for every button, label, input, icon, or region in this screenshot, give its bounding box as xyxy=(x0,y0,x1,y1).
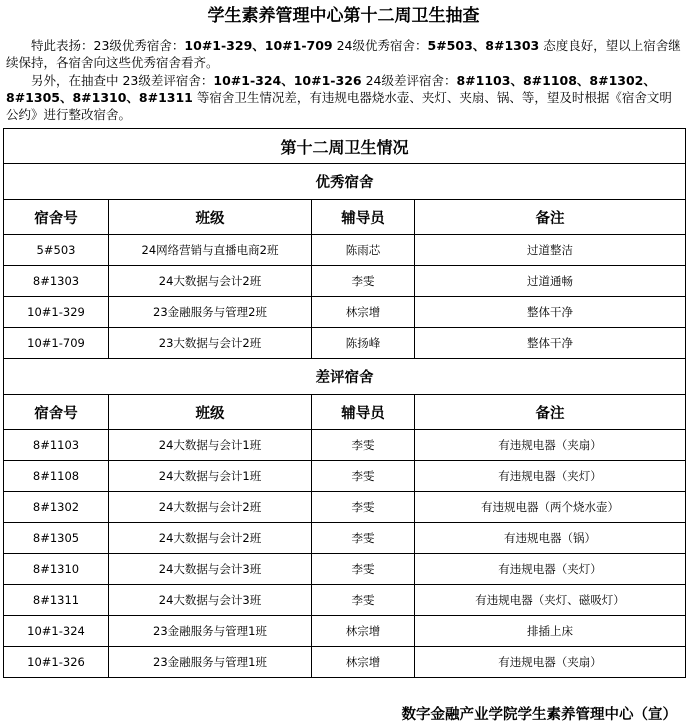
cell-note: 过道整洁 xyxy=(415,235,686,266)
cell-class: 24网络营销与直播电商2班 xyxy=(109,235,312,266)
praise-intro: 特此表扬：23级优秀宿舍： xyxy=(31,38,185,53)
table-row xyxy=(4,585,686,616)
poor-section-heading: 差评宿舍 xyxy=(4,359,686,395)
cell-class: 24大数据与会计2班 xyxy=(109,492,312,523)
cell-counselor: 林宗增 xyxy=(312,616,415,647)
cell-class: 23金融服务与管理1班 xyxy=(109,647,312,678)
praise-paragraph xyxy=(6,37,682,71)
cell-room: 8#1311 xyxy=(4,585,109,616)
cell-note: 有违规电器（夹灯） xyxy=(415,554,686,585)
criticism-grade24-rooms: 8#1103、8#1108、8#1302、8#1305、8#1310、8#1311 xyxy=(6,73,656,105)
cell-room: 8#1103 xyxy=(4,430,109,461)
poor-header-row xyxy=(4,395,686,430)
cell-class: 23金融服务与管理1班 xyxy=(109,616,312,647)
table-row xyxy=(4,523,686,554)
table-title: 第十二周卫生情况 xyxy=(4,129,686,164)
header-class: 班级 xyxy=(109,395,312,430)
issuer-signature: 数字金融产业学院学生素养管理中心（宣） xyxy=(401,706,677,723)
cell-room: 8#1310 xyxy=(4,554,109,585)
criticism-tail: 等宿舍卫生情况差，有违规电器烧水壶、夹灯、夹扇、锅、等，望及时根据《宿舍文明公约》进行整改宿舍。 xyxy=(6,90,672,122)
cell-room: 5#503 xyxy=(4,235,109,266)
cell-class: 23金融服务与管理2班 xyxy=(109,297,312,328)
criticism-mid: 24级差评宿舍： xyxy=(361,73,457,88)
table-row xyxy=(4,492,686,523)
table-row xyxy=(4,328,686,359)
cell-note: 有违规电器（夹扇） xyxy=(415,647,686,678)
excellent-section-heading: 优秀宿舍 xyxy=(4,164,686,200)
cell-note: 有违规电器（两个烧水壶） xyxy=(415,492,686,523)
header-note: 备注 xyxy=(415,395,686,430)
page-title: 学生素养管理中心第十二周卫生抽查 xyxy=(207,6,480,26)
cell-note: 有违规电器（锅） xyxy=(415,523,686,554)
cell-counselor: 李雯 xyxy=(312,585,415,616)
cell-counselor: 陈扬峰 xyxy=(312,328,415,359)
cell-room: 8#1302 xyxy=(4,492,109,523)
criticism-grade23-rooms: 10#1-324、10#1-326 xyxy=(213,73,362,88)
table-row xyxy=(4,235,686,266)
cell-note: 过道通畅 xyxy=(415,266,686,297)
poor-section-row xyxy=(4,359,686,395)
cell-counselor: 李雯 xyxy=(312,461,415,492)
header-note: 备注 xyxy=(415,200,686,235)
cell-class: 24大数据与会计3班 xyxy=(109,585,312,616)
cell-counselor: 李雯 xyxy=(312,523,415,554)
table-title-row xyxy=(4,129,686,164)
cell-class: 24大数据与会计2班 xyxy=(109,266,312,297)
cell-counselor: 陈雨芯 xyxy=(312,235,415,266)
table-row xyxy=(4,554,686,585)
hygiene-table xyxy=(3,128,686,678)
cell-class: 23大数据与会计2班 xyxy=(109,328,312,359)
cell-room: 10#1-329 xyxy=(4,297,109,328)
cell-note: 整体干净 xyxy=(415,328,686,359)
table-row xyxy=(4,430,686,461)
cell-room: 10#1-324 xyxy=(4,616,109,647)
cell-counselor: 李雯 xyxy=(312,554,415,585)
cell-note: 整体干净 xyxy=(415,297,686,328)
excellent-header-row xyxy=(4,200,686,235)
cell-room: 8#1303 xyxy=(4,266,109,297)
cell-counselor: 李雯 xyxy=(312,430,415,461)
header-class: 班级 xyxy=(109,200,312,235)
header-counselor: 辅导员 xyxy=(312,395,415,430)
cell-counselor: 林宗增 xyxy=(312,297,415,328)
table-row xyxy=(4,647,686,678)
praise-grade24-rooms: 5#503、8#1303 xyxy=(427,38,540,53)
cell-room: 10#1-709 xyxy=(4,328,109,359)
excellent-section-row xyxy=(4,164,686,200)
praise-grade23-rooms: 10#1-329、10#1-709 xyxy=(184,38,333,53)
cell-class: 24大数据与会计1班 xyxy=(109,430,312,461)
cell-room: 8#1305 xyxy=(4,523,109,554)
cell-class: 24大数据与会计2班 xyxy=(109,523,312,554)
cell-note: 有违规电器（夹灯） xyxy=(415,461,686,492)
cell-room: 10#1-326 xyxy=(4,647,109,678)
cell-counselor: 林宗增 xyxy=(312,647,415,678)
table-row xyxy=(4,297,686,328)
cell-class: 24大数据与会计1班 xyxy=(109,461,312,492)
cell-counselor: 李雯 xyxy=(312,266,415,297)
cell-note: 有违规电器（夹灯、磁吸灯） xyxy=(415,585,686,616)
criticism-intro: 另外，在抽查中 23级差评宿舍： xyxy=(31,73,214,88)
praise-mid: 24级优秀宿舍： xyxy=(332,38,428,53)
cell-counselor: 李雯 xyxy=(312,492,415,523)
cell-room: 8#1108 xyxy=(4,461,109,492)
cell-note: 排插上床 xyxy=(415,616,686,647)
cell-class: 24大数据与会计3班 xyxy=(109,554,312,585)
table-row xyxy=(4,461,686,492)
table-row xyxy=(4,616,686,647)
header-room: 宿舍号 xyxy=(4,395,109,430)
criticism-paragraph xyxy=(6,72,682,123)
cell-note: 有违规电器（夹扇） xyxy=(415,430,686,461)
header-room: 宿舍号 xyxy=(4,200,109,235)
header-counselor: 辅导员 xyxy=(312,200,415,235)
praise-tail: 态度良好，望以上宿舍继续保持，各宿舍向这些优秀宿舍看齐。 xyxy=(6,38,681,70)
table-row xyxy=(4,266,686,297)
